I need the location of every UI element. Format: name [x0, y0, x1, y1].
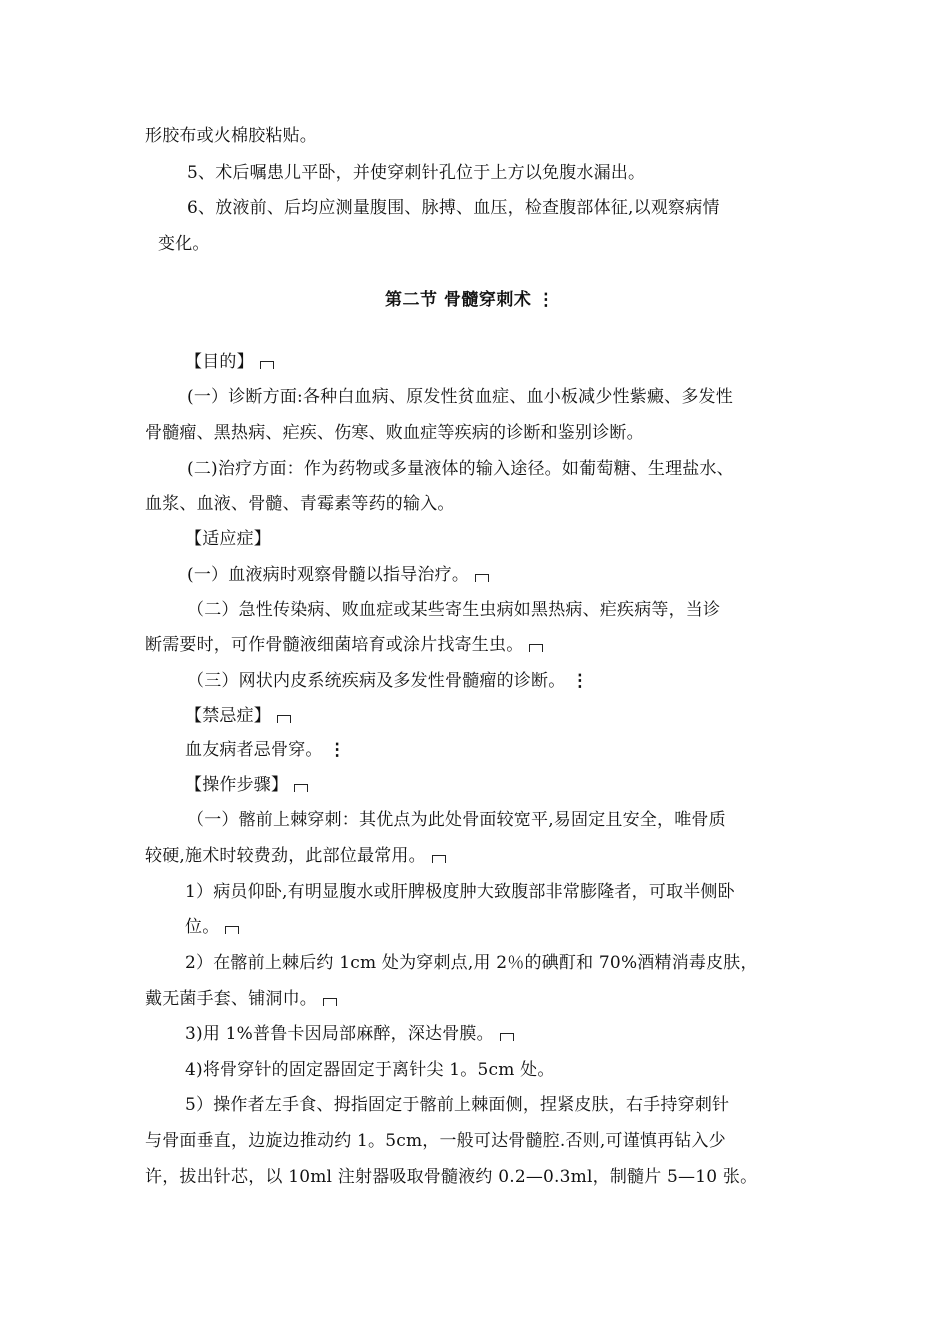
text-segment: 血友病者忌骨穿。	[185, 740, 323, 760]
text-line	[187, 563, 489, 587]
text-segment: 3)用 1%普鲁卡因局部麻醉，深达骨膜。	[185, 1024, 494, 1044]
paragraph-mark-icon	[529, 644, 543, 652]
section-heading	[385, 288, 555, 312]
text-line: （二）急性传染病、败血症或某些寄生虫病如黑热病、疟疾病等，当诊	[187, 600, 721, 620]
text-line	[185, 704, 291, 728]
paragraph-mark-icon	[323, 998, 337, 1006]
text-line	[185, 1022, 514, 1046]
text-line: 与骨面垂直，边旋边推动约 1。5cm，一般可达骨髓腔.否则,可谨慎再钻入少	[145, 1131, 726, 1151]
text-line: 变化。	[158, 234, 210, 254]
section-heading-text: 第二节 骨髓穿刺术	[385, 290, 532, 310]
text-line: 骨髓瘤、黑热病、疟疾、伤寒、败血症等疾病的诊断和鉴别诊断。	[145, 423, 644, 443]
paragraph-mark-icon	[260, 361, 274, 369]
text-line: (二)治疗方面：作为药物或多量液体的输入途径。如葡萄糖、生理盐水、	[187, 459, 734, 479]
vertical-ellipsis-icon: ⋮	[537, 290, 555, 310]
paragraph-mark-icon	[294, 784, 308, 792]
text-segment: 戴无菌手套、铺洞巾。	[145, 989, 317, 1009]
text-line: 形胶布或火棉胶粘贴。	[145, 126, 317, 146]
text-line: 许，拔出针芯，以 10ml 注射器吸取骨髓液约 0.2—0.3ml，制髓片 5—10 张。	[145, 1167, 758, 1187]
text-line: (一）诊断方面:各种白血病、原发性贫血症、血小板减少性紫癜、多发性	[187, 387, 733, 407]
paragraph-mark-icon	[475, 574, 489, 582]
text-line: 4)将骨穿针的固定器固定于离针尖 1。5cm 处。	[185, 1060, 555, 1080]
text-line	[185, 773, 308, 797]
text-line: 1）病员仰卧,有明显腹水或肝脾极度肿大致腹部非常膨隆者，可取半侧卧	[185, 882, 735, 902]
paragraph-mark-icon	[225, 926, 239, 934]
paragraph-mark-icon	[432, 855, 446, 863]
paragraph-mark-icon	[500, 1033, 514, 1041]
text-segment: 较硬,施术时较费劲，此部位最常用。	[145, 846, 426, 866]
text-segment: (一）血液病时观察骨髓以指导治疗。	[187, 565, 470, 585]
text-line: 6、放液前、后均应测量腹围、脉搏、血压，检查腹部体征,以观察病情	[187, 198, 720, 218]
vertical-ellipsis-icon: ⋮	[571, 671, 589, 691]
text-line: （一）髂前上棘穿刺：其优点为此处骨面较宽平,易固定且安全，唯骨质	[187, 810, 726, 830]
text-line: 5）操作者左手食、拇指固定于髂前上棘面侧，捏紧皮肤，右手持穿刺针	[185, 1095, 730, 1115]
text-segment: 位。	[185, 917, 220, 937]
text-segment: （三）网状内皮系统疾病及多发性骨髓瘤的诊断。	[187, 671, 566, 691]
text-line	[185, 350, 274, 374]
text-segment: 断需要时，可作骨髓液细菌培育或涂片找寄生虫。	[145, 635, 524, 655]
text-line	[185, 915, 239, 939]
text-line: 2）在髂前上棘后约 1cm 处为穿刺点,用 2％的碘酊和 70%酒精消毒皮肤，	[185, 953, 758, 973]
text-line	[145, 633, 543, 657]
text-segment: 【目的】	[185, 352, 254, 372]
text-segment: 【禁忌症】	[185, 706, 271, 726]
text-segment: 【操作步骤】	[185, 775, 289, 795]
paragraph-mark-icon	[277, 715, 291, 723]
text-line	[145, 844, 446, 868]
text-line: 5、术后嘱患儿平卧，并使穿刺针孔位于上方以免腹水漏出。	[187, 163, 646, 183]
text-line	[145, 987, 337, 1011]
text-line: 血浆、血液、骨髓、青霉素等药的输入。	[145, 494, 455, 514]
text-line	[187, 669, 589, 693]
text-line: 【适应症】	[185, 529, 271, 549]
vertical-ellipsis-icon: ⋮	[328, 740, 346, 760]
text-line	[185, 738, 346, 762]
